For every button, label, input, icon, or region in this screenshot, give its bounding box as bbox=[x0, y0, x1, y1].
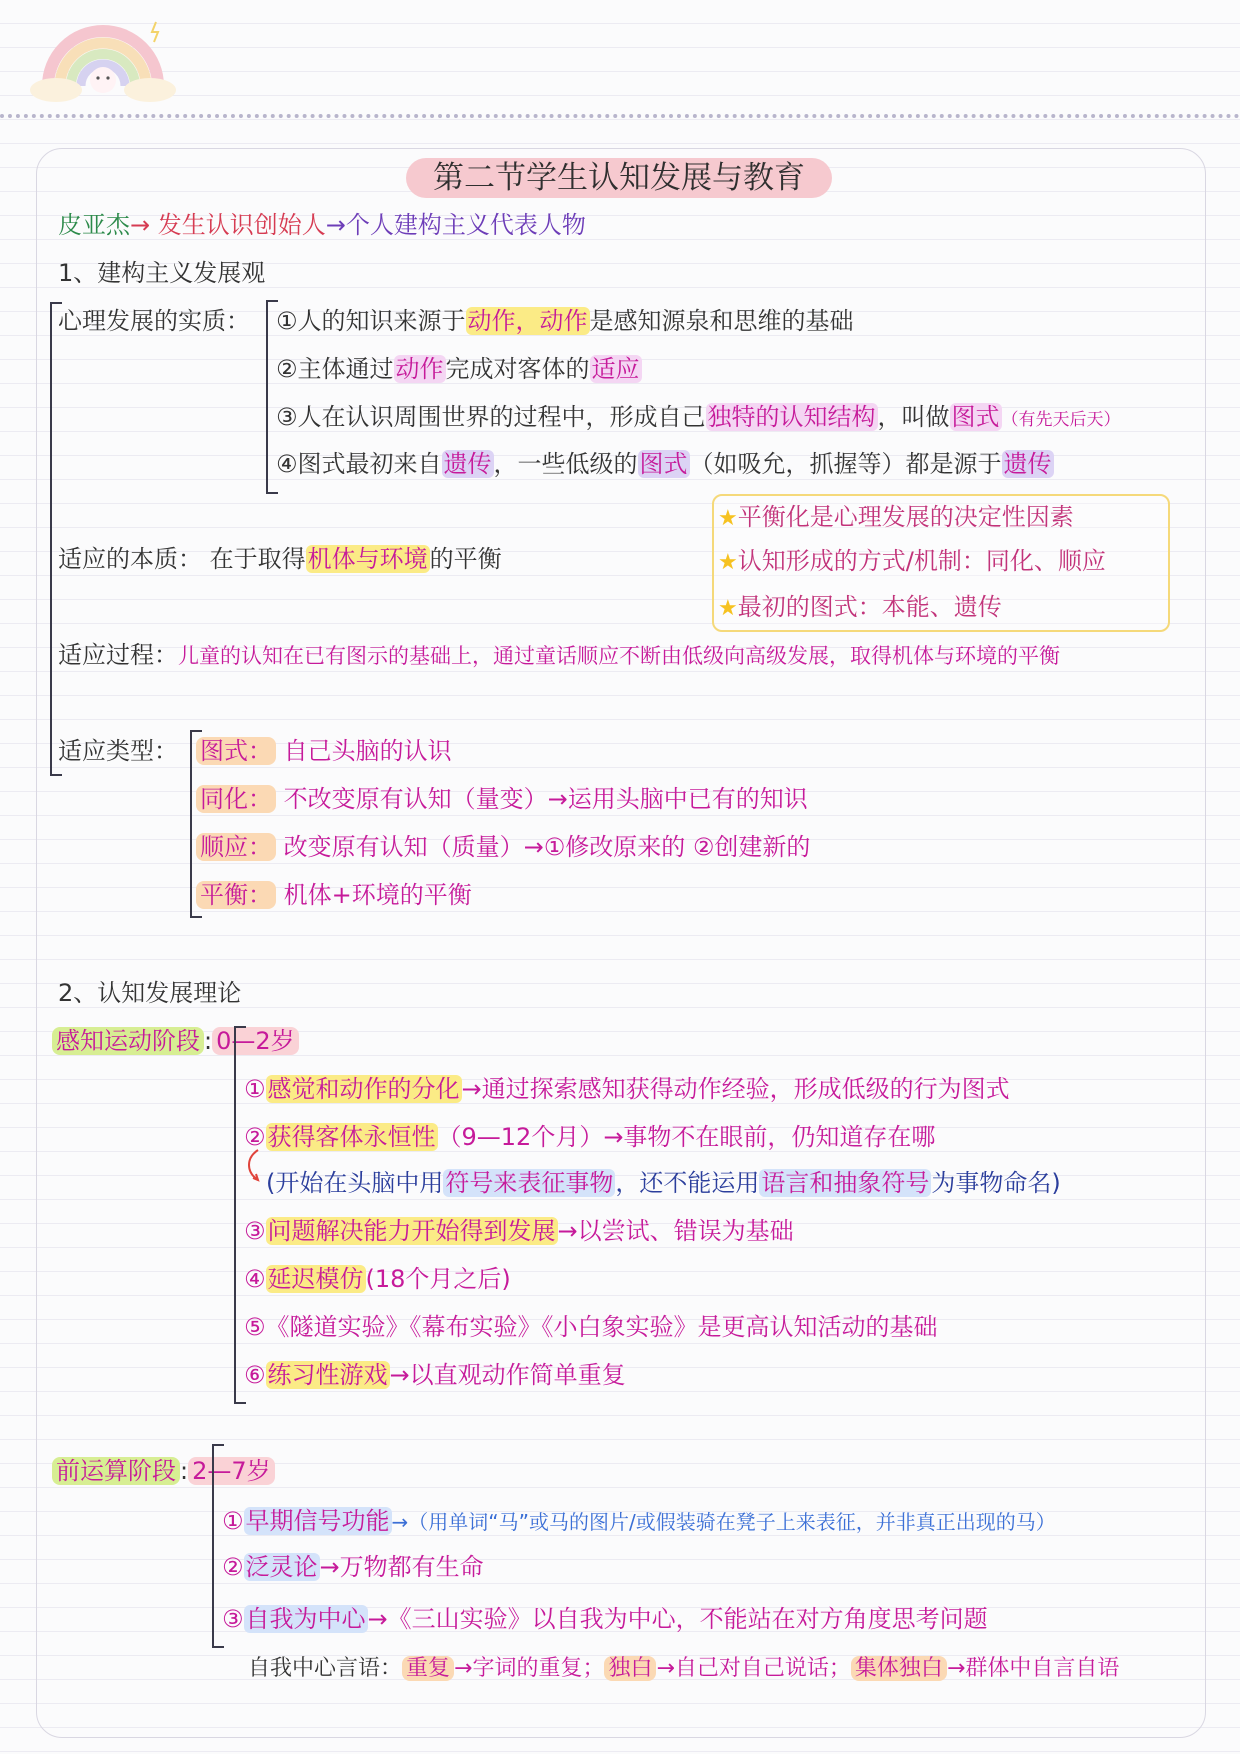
type-desc: 不改变原有认知（量变）→运用头脑中已有的知识 bbox=[283, 785, 808, 813]
s1i2b-c: ，还不能运用 bbox=[615, 1169, 760, 1197]
speech-label: 自我中心言语： bbox=[248, 1656, 403, 1681]
speech-t2: 独白 bbox=[604, 1656, 656, 1681]
type-term: 顺应： bbox=[196, 833, 276, 861]
star-icon: ★ bbox=[718, 596, 738, 621]
stage2-item-2 bbox=[222, 1550, 484, 1584]
s2i1-a: ① bbox=[222, 1507, 244, 1535]
adapt-essence bbox=[58, 542, 502, 576]
e3-e: （有先天后天） bbox=[1001, 410, 1121, 430]
type-desc: 机体+环境的平衡 bbox=[283, 881, 472, 909]
e2-c: 完成对客体的 bbox=[445, 355, 590, 383]
key-point-2-text: 认知形成的方式/机制：同化、顺应 bbox=[737, 547, 1106, 575]
intro-part1: → 发生认识创始人 bbox=[130, 211, 326, 239]
stage2-label: 前运算阶段 bbox=[52, 1457, 180, 1485]
type-item-1 bbox=[196, 734, 452, 768]
key-point-1-text: 平衡化是心理发展的决定性因素 bbox=[737, 503, 1074, 531]
e3-b: 独特的认知结构 bbox=[707, 403, 876, 431]
s1i2-a: ② bbox=[244, 1123, 266, 1151]
adapt-label: 适应的本质： bbox=[58, 545, 202, 573]
section1-bracket bbox=[50, 302, 62, 776]
intro-line bbox=[58, 208, 586, 242]
e1-a: ①人的知识来源于 bbox=[276, 307, 466, 335]
s2i3-b: 自我为中心 bbox=[245, 1605, 366, 1633]
s1i3-a: ③ bbox=[244, 1217, 266, 1245]
essence-label: 心理发展的实质： bbox=[58, 307, 250, 335]
type-term: 平衡： bbox=[196, 881, 276, 909]
types-label: 适应类型： bbox=[58, 737, 178, 765]
section2-heading: 2、认知发展理论 bbox=[58, 979, 242, 1007]
e4-b: 遗传 bbox=[443, 450, 492, 478]
page-title: 第二节学生认知发展与教育 bbox=[406, 158, 832, 198]
s1i1-c: →通过探索感知获得动作经验，形成低级的行为图式 bbox=[461, 1075, 1010, 1103]
s2i1-c: →（用单词“马”或马的图片/或假装骑在凳子上来表征，并非真正出现的马） bbox=[391, 1510, 1056, 1534]
star-icon: ★ bbox=[718, 550, 738, 575]
egocentric-speech bbox=[248, 1652, 1119, 1686]
e1-c: 是感知源泉和思维的基础 bbox=[589, 307, 854, 335]
process-text: 儿童的认知在已有图示的基础上，通过童话顺应不断由低级向高级发展，取得机体与环境的平衡 bbox=[178, 644, 1060, 668]
s1i2b-d: 语言和抽象符号 bbox=[761, 1169, 930, 1197]
key-point-3-text: 最初的图式：本能、遗传 bbox=[737, 593, 1002, 621]
speech-t1: 重复 bbox=[402, 1656, 454, 1681]
speech-d1: →字词的重复； bbox=[454, 1656, 605, 1681]
e4-e: （如吸允，抓握等）都是源于 bbox=[689, 450, 1002, 478]
adapt-b: 机体与环境 bbox=[307, 545, 428, 573]
essence-item-2 bbox=[276, 352, 642, 386]
s1i2b-b: 符号来表征事物 bbox=[445, 1169, 614, 1197]
section1-heading: 1、建构主义发展观 bbox=[58, 259, 266, 287]
adapt-a: 在于取得 bbox=[209, 545, 306, 573]
stage1-age: 0—2岁 bbox=[212, 1027, 299, 1055]
s1i4-b: 延迟模仿 bbox=[267, 1265, 364, 1293]
s1i4-c: (18个月之后) bbox=[365, 1265, 511, 1293]
stage1-item-6 bbox=[244, 1358, 626, 1392]
e4-a: ④图式最初来自 bbox=[276, 450, 442, 478]
e2-d: 适应 bbox=[591, 355, 640, 383]
s2i2-a: ② bbox=[222, 1553, 244, 1581]
s2i2-c: →万物都有生命 bbox=[319, 1553, 484, 1581]
stage1-item-3 bbox=[244, 1214, 794, 1248]
s1i1-b: 感觉和动作的分化 bbox=[267, 1075, 460, 1103]
e2-a: ②主体通过 bbox=[276, 355, 394, 383]
intro-part2: →个人建构主义代表人物 bbox=[325, 211, 586, 239]
type-term: 图式： bbox=[196, 737, 276, 765]
essence-item-4 bbox=[276, 447, 1054, 481]
speech-d3: →群体中自言自语 bbox=[946, 1656, 1120, 1681]
stage1-item-1 bbox=[244, 1072, 1010, 1106]
s2i2-b: 泛灵论 bbox=[245, 1553, 318, 1581]
stage2-item-3 bbox=[222, 1602, 988, 1636]
s2i1-b: 早期信号功能 bbox=[245, 1507, 390, 1535]
stage2-item-1 bbox=[222, 1504, 1056, 1539]
stage1-item-5: ⑤《隧道实验》《幕布实验》《小白象实验》是更高认知活动的基础 bbox=[244, 1313, 938, 1341]
e3-c: ，叫做 bbox=[877, 403, 950, 431]
s1i2b-a: (开始在头脑中用 bbox=[266, 1169, 444, 1197]
key-point-3 bbox=[718, 590, 1002, 626]
s1i1-a: ① bbox=[244, 1075, 266, 1103]
s1i2-b: 获得客体永恒性 bbox=[267, 1123, 436, 1151]
e3-a: ③人在认识周围世界的过程中，形成自己 bbox=[276, 403, 706, 431]
dotted-divider bbox=[0, 114, 1240, 118]
s1i2b-e: 为事物命名) bbox=[931, 1169, 1061, 1197]
s1i4-a: ④ bbox=[244, 1265, 266, 1293]
rainbow-icon bbox=[28, 14, 178, 104]
s1i2-c: （9—12个月）→事物不在眼前，仍知道存在哪 bbox=[437, 1123, 936, 1151]
e4-c: ，一些低级的 bbox=[493, 450, 638, 478]
type-term: 同化： bbox=[196, 785, 276, 813]
e3-d: 图式 bbox=[951, 403, 1000, 431]
key-point-1 bbox=[718, 500, 1074, 536]
stage1-header: 感知运动阶段 : 0—2岁 bbox=[52, 1024, 299, 1058]
stage1-item-4 bbox=[244, 1262, 511, 1296]
stage2-header: 前运算阶段 : 2—7岁 bbox=[52, 1454, 275, 1488]
s2i3-c: →《三山实验》以自我为中心，不能站在对方角度思考问题 bbox=[367, 1605, 988, 1633]
speech-t3: 集体独白 bbox=[851, 1656, 947, 1681]
e4-d: 图式 bbox=[639, 450, 688, 478]
e2-b: 动作 bbox=[395, 355, 444, 383]
e4-f: 遗传 bbox=[1003, 450, 1052, 478]
star-icon: ★ bbox=[718, 506, 738, 531]
essence-item-1 bbox=[276, 304, 854, 338]
type-item-2 bbox=[196, 782, 808, 816]
type-item-4 bbox=[196, 878, 472, 912]
s1i3-c: →以尝试、错误为基础 bbox=[557, 1217, 794, 1245]
key-point-2 bbox=[718, 544, 1106, 580]
stage1-item-2 bbox=[244, 1120, 935, 1154]
essence-item-3 bbox=[276, 400, 1121, 437]
e1-b: 动作，动作 bbox=[467, 307, 588, 335]
s1i6-b: 练习性游戏 bbox=[267, 1361, 388, 1389]
s2i3-a: ③ bbox=[222, 1605, 244, 1633]
s1i6-c: →以直观动作简单重复 bbox=[389, 1361, 626, 1389]
s1i3-b: 问题解决能力开始得到发展 bbox=[267, 1217, 556, 1245]
type-desc: 自己头脑的认识 bbox=[283, 737, 452, 765]
stage2-age: 2—7岁 bbox=[188, 1457, 275, 1485]
intro-name: 皮亚杰 bbox=[58, 211, 130, 239]
stage1-item-2-note bbox=[266, 1166, 1061, 1200]
type-desc: 改变原有认知（质量）→①修改原来的 ②创建新的 bbox=[283, 833, 811, 861]
adapt-c: 的平衡 bbox=[429, 545, 502, 573]
adapt-process bbox=[58, 638, 1060, 673]
s1i6-a: ⑥ bbox=[244, 1361, 266, 1389]
stage1-label: 感知运动阶段 bbox=[52, 1027, 204, 1055]
process-label: 适应过程： bbox=[58, 641, 178, 669]
speech-d2: →自己对自己说话； bbox=[656, 1656, 851, 1681]
type-item-3 bbox=[196, 830, 810, 864]
